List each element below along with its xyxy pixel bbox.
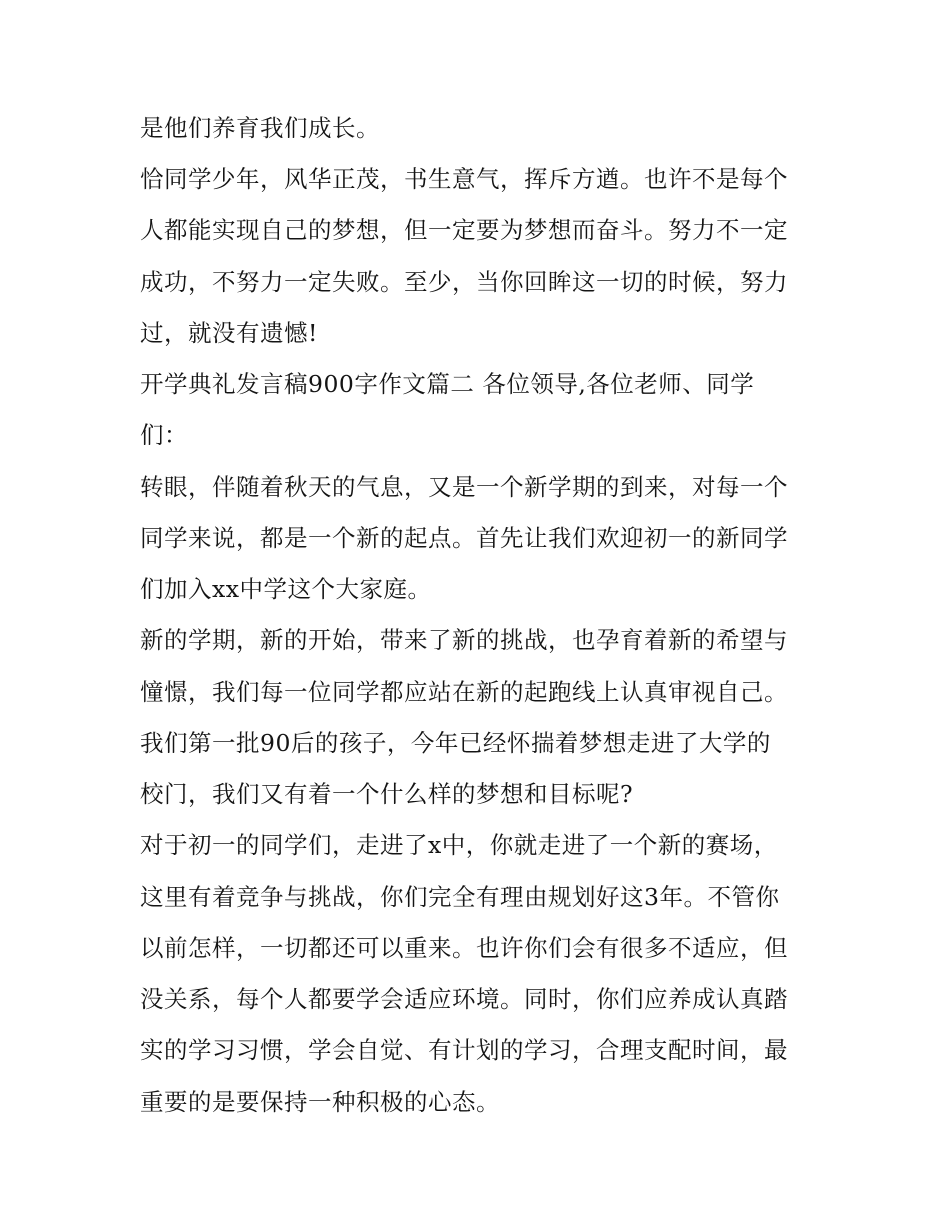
text-line: 实的学习习惯，学会自觉、有计划的学习，合理支配时间，最	[140, 1036, 788, 1064]
text-line: 同学来说，都是一个新的起点。首先让我们欢迎初一的新同学	[140, 524, 788, 552]
text-line: 恰同学少年，风华正茂，书生意气，挥斥方遒。也许不是每个	[140, 165, 788, 193]
text-line: 重要的是要保持一种积极的心态。	[140, 1088, 500, 1116]
text-line: 们加入xx中学这个大家庭。	[140, 575, 432, 603]
text-line: 我们第一批90后的孩子，今年已经怀揣着梦想走进了大学的	[140, 729, 771, 757]
text-line: 这里有着竞争与挑战，你们完全有理由规划好这3年。不管你	[140, 883, 780, 911]
text-line: 没关系，每个人都要学会适应环境。同时，你们应养成认真踏	[140, 985, 788, 1013]
text-line: 转眼，伴随着秋天的气息，又是一个新学期的到来，对每一个	[140, 473, 788, 501]
text-line: 憧憬，我们每一位同学都应站在新的起跑线上认真审视自己。	[140, 678, 788, 706]
section-heading-line: 开学典礼发言稿900字作文篇二 各位领导,各位老师、同学	[140, 370, 755, 398]
text-line: 成功，不努力一定失败。至少，当你回眸这一切的时候，努力	[140, 268, 788, 296]
text-line: 对于初一的同学们，走进了x中，你就走进了一个新的赛场，	[140, 831, 778, 859]
text-line: 是他们养育我们成长。	[140, 114, 380, 142]
text-line: 新的学期，新的开始，带来了新的挑战，也孕育着新的希望与	[140, 626, 788, 654]
text-line: 以前怎样，一切都还可以重来。也许你们会有很多不适应，但	[140, 934, 788, 962]
text-line: 们：	[140, 421, 188, 449]
text-line: 过，就没有遗憾!	[140, 319, 318, 347]
text-line: 人都能实现自己的梦想，但一定要为梦想而奋斗。努力不一定	[140, 216, 788, 244]
text-line: 校门，我们又有着一个什么样的梦想和目标呢?	[140, 780, 634, 808]
